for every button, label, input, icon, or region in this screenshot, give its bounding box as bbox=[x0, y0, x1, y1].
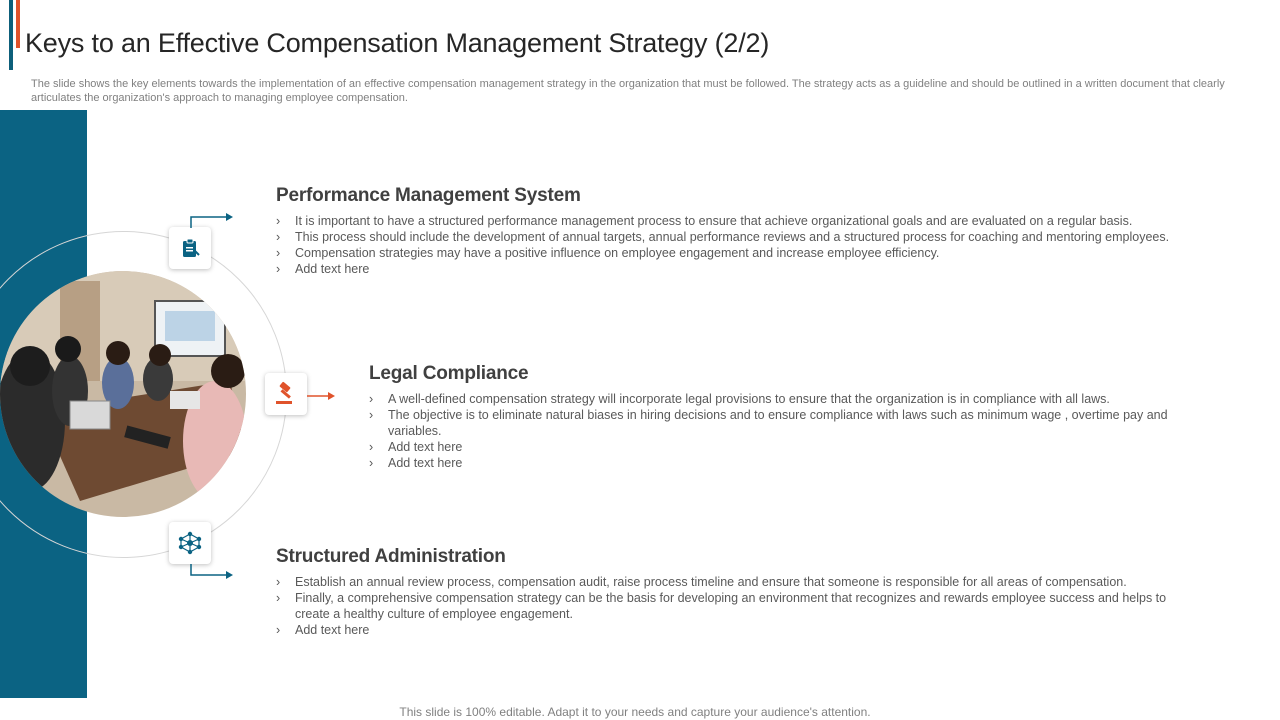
network-icon-box bbox=[169, 522, 211, 564]
footer-note: This slide is 100% editable. Adapt it to your needs and capture your audience's attention. bbox=[399, 705, 871, 719]
bullet-item: › The objective is to eliminate natural biases in hiring decisions and to ensure compliance with laws such as minimum wage , overtime pay and variables. bbox=[369, 407, 1214, 439]
bullet-item: › Add text here bbox=[276, 261, 1226, 277]
clipboard-icon-box bbox=[169, 227, 211, 269]
gavel-icon-box bbox=[265, 373, 307, 415]
bullet-item: › Establish an annual review process, compensation audit, raise process timeline and ensure that someone is responsible for all areas of compensation. bbox=[276, 574, 1201, 590]
section-performance-management bbox=[276, 185, 1226, 277]
bullet-item: › Add text here bbox=[276, 622, 1201, 638]
section-heading: Legal Compliance bbox=[369, 363, 529, 384]
meeting-photo bbox=[0, 271, 246, 517]
bullet-item: › Add text here bbox=[369, 439, 1214, 455]
arrow-connector-2 bbox=[305, 389, 335, 403]
title-accent-bar bbox=[9, 0, 13, 70]
slide-description: The slide shows the key elements towards the implementation of an effective compensation management strategy in the organization that must be followed. The strategy acts as a guideline and should be outlined in a written document that clearly articulates the organization's approach to managing employee compensation. bbox=[31, 78, 1225, 104]
bullet-item: › Compensation strategies may have a positive influence on employee engagement and increase employee efficiency. bbox=[276, 245, 1226, 261]
clipboard-icon bbox=[179, 237, 201, 259]
bullet-item: › It is important to have a structured performance management process to ensure that achieve organizational goals and are evaluated on a regular basis. bbox=[276, 213, 1226, 229]
title-accent-bar-orange bbox=[16, 0, 20, 48]
bullet-item: › A well-defined compensation strategy will incorporate legal provisions to ensure that the organization is in compliance with all laws. bbox=[369, 391, 1214, 407]
bullet-item: › Finally, a comprehensive compensation strategy can be the basis for developing an environment that recognizes and rewards employee success and helps to create a healthy culture of employee engagement. bbox=[276, 590, 1201, 622]
page-title: Keys to an Effective Compensation Management Strategy (2/2) bbox=[25, 28, 770, 58]
bullet-item: › This process should include the development of annual targets, annual performance reviews and a structured process for coaching and mentoring employees. bbox=[276, 229, 1226, 245]
section-legal-compliance bbox=[369, 363, 1214, 471]
network-icon bbox=[178, 531, 202, 555]
section-heading: Performance Management System bbox=[276, 185, 581, 206]
bullet-item: › Add text here bbox=[369, 455, 1214, 471]
section-structured-administration bbox=[276, 546, 1201, 638]
arrow-connector-1 bbox=[189, 210, 234, 230]
section-heading: Structured Administration bbox=[276, 546, 506, 567]
gavel-icon bbox=[273, 381, 299, 407]
arrow-connector-3 bbox=[189, 562, 234, 582]
